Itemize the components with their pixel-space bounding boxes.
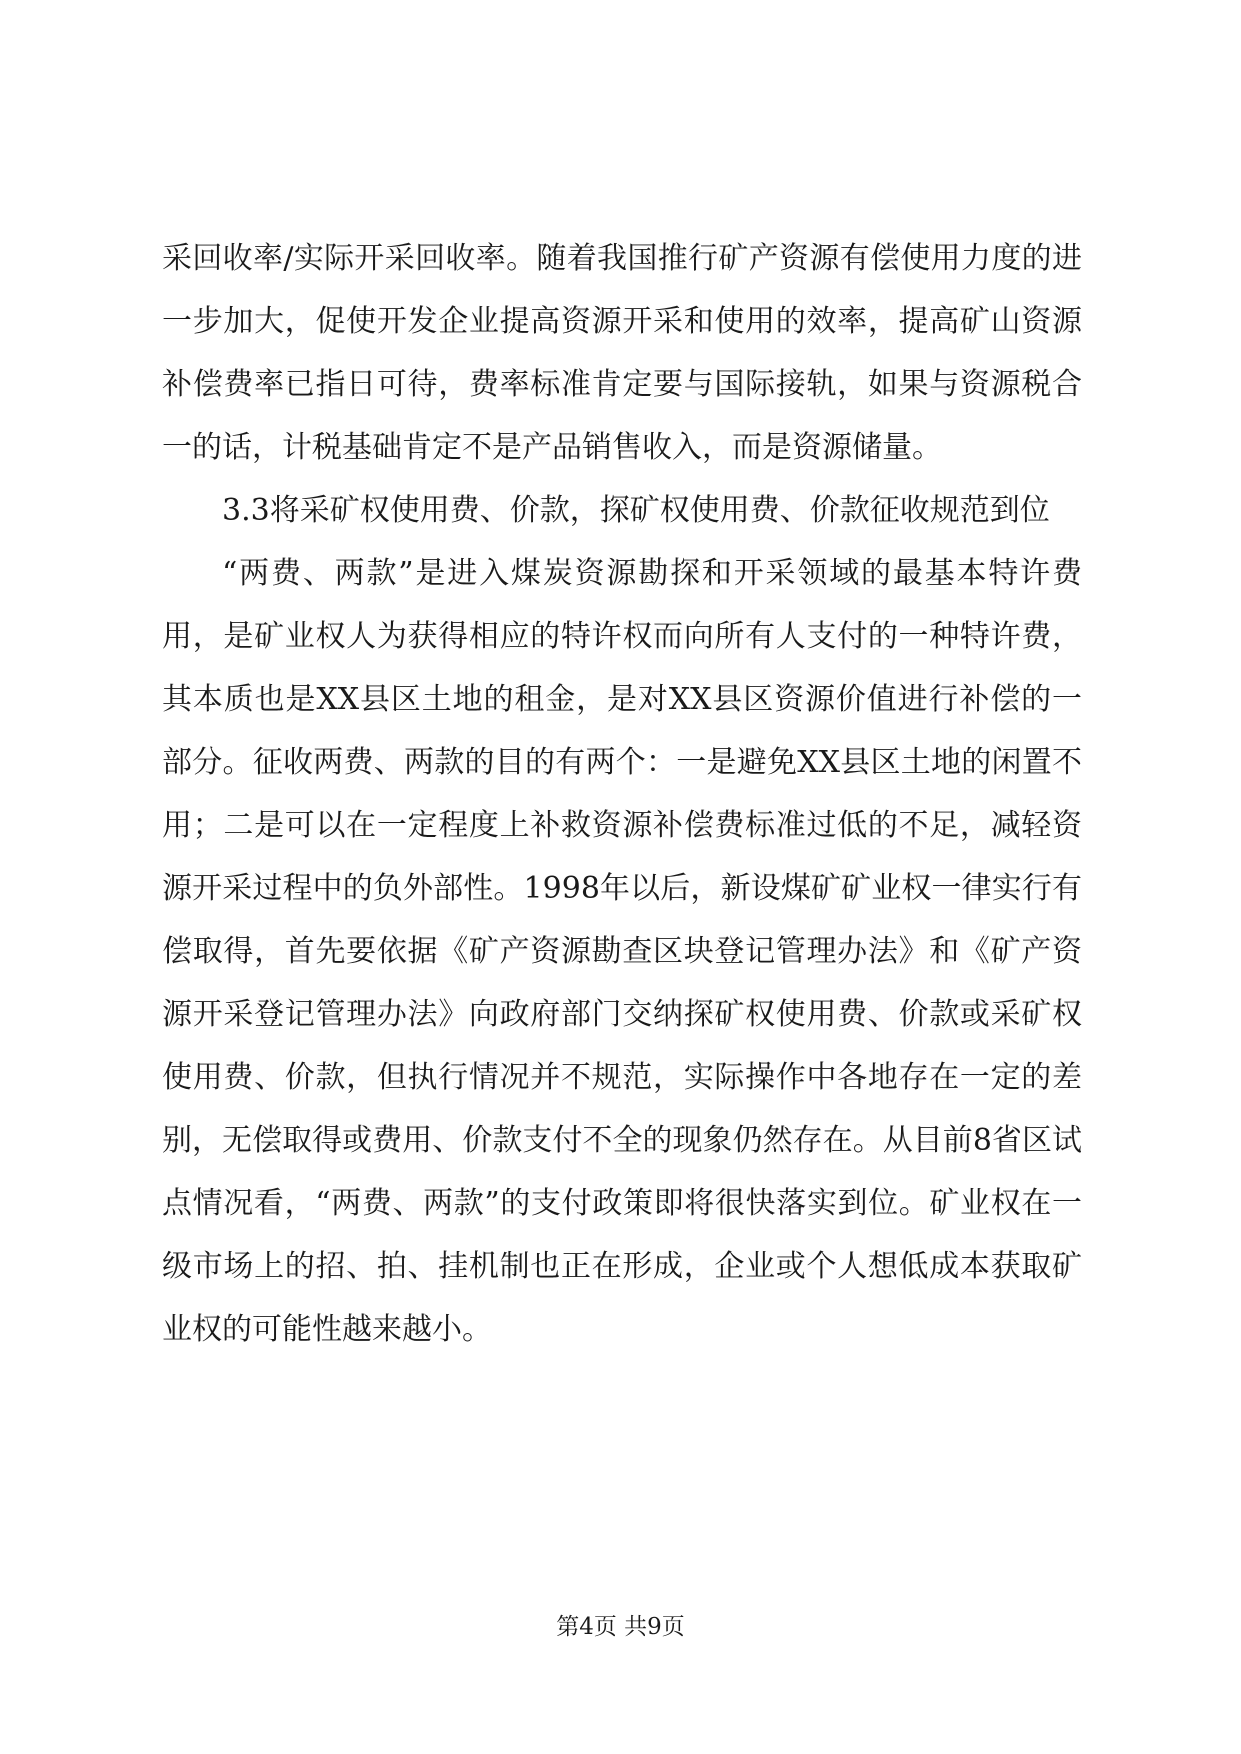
document-body xyxy=(162,227,1082,1361)
page-number-footer: 第4页 共9页 xyxy=(556,1614,685,1640)
section-heading-3-3: 3.3将采矿权使用费、价款，探矿权使用费、价款征收规范到位 xyxy=(222,493,1050,528)
paragraph-continued: 采回收率/实际开采回收率。随着我国推行矿产资源有偿使用力度的进一步加大，促使开发企业提高资源开采和使用的效率，提高矿山资源补偿费率已指日可待，费率标准肯定要与国际接轨，如果与资源税合一的话，计税基础肯定不是产品销售收入，而是资源储量。 xyxy=(162,241,1082,465)
paragraph-fees: “两费、两款”是进入煤炭资源勘探和开采领域的最基本特许费用，是矿业权人为获得相应的特许权而向所有人支付的一种特许费，其本质也是XX县区土地的租金，是对XX县区资源价值进行补偿的一部分。征收两费、两款的目的有两个：一是避免XX县区土地的闲置不用；二是可以在一定程度上补救资源补偿费标准过低的不足，减轻资源开采过程中的负外部性。1998年以后，新设煤矿矿业权一律实行有偿取得，首先要依据《矿产资源勘查区块登记管理办法》和《矿产资源开采登记管理办法》向政府部门交纳探矿权使用费、价款或采矿权使用费、价款，但执行情况并不规范，实际操作中各地存在一定的差别，无偿取得或费用、价款支付不全的现象仍然存在。从目前8省区试点情况看，“两费、两款”的支付政策即将很快落实到位。矿业权在一级市场上的招、拍、挂机制也正在形成，企业或个人想低成本获取矿业权的可能性越来越小。 xyxy=(162,556,1082,1347)
